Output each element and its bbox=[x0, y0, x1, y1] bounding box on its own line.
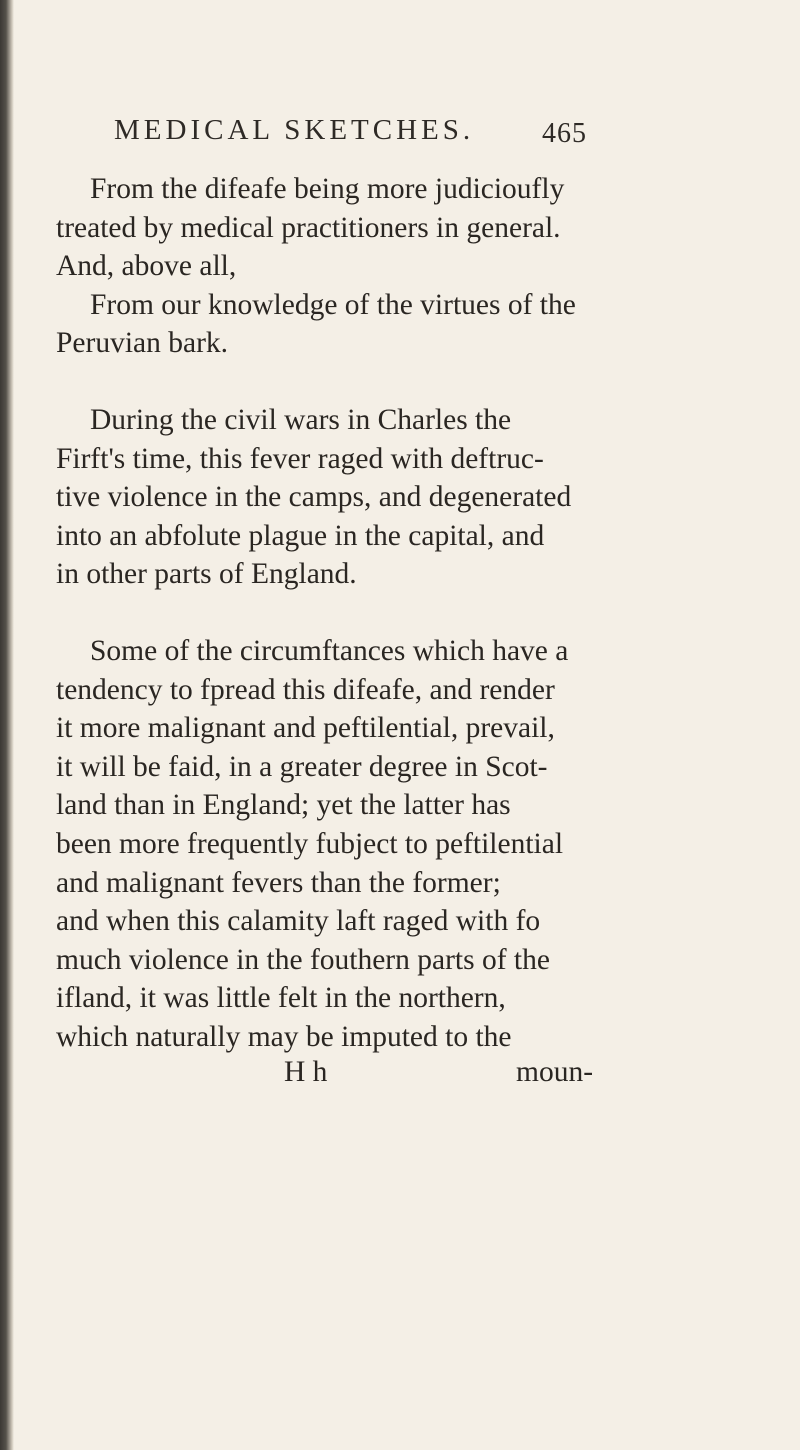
text-line: Peruvian bark. bbox=[56, 327, 229, 360]
text-line: ifland, it was little felt in the northern, bbox=[56, 982, 506, 1015]
paragraph-3 bbox=[56, 632, 756, 1057]
text-line: treated by medical practitioners in general. bbox=[56, 211, 561, 244]
running-head bbox=[56, 110, 756, 170]
page-number: 465 bbox=[542, 118, 587, 149]
text-line: and when this calamity laft raged with fo bbox=[56, 905, 541, 938]
text-line: it will be faid, in a greater degree in Scot- bbox=[56, 750, 548, 783]
text-line: Some of the circumftances which have a bbox=[90, 634, 569, 667]
text-line: From the difeafe being more judicioufly bbox=[90, 173, 565, 205]
paragraph-2 bbox=[56, 401, 756, 594]
text-line: During the civil wars in Charles the bbox=[90, 403, 512, 436]
text-line: it more malignant and peftilential, prevail, bbox=[56, 712, 555, 745]
paragraph-1 bbox=[56, 170, 756, 363]
book-page bbox=[56, 110, 756, 1096]
text-line: in other parts of England. bbox=[56, 558, 357, 591]
body-text bbox=[56, 170, 756, 1056]
text-line: Firft's time, this fever raged with deftruc- bbox=[56, 442, 544, 475]
text-line: and malignant fevers than the former; bbox=[56, 866, 501, 899]
text-line: And, above all, bbox=[56, 250, 237, 283]
page-footer bbox=[56, 1056, 756, 1096]
text-line: tendency to fpread this difeafe, and render bbox=[56, 673, 555, 706]
running-head-title: MEDICAL SKETCHES. bbox=[114, 114, 475, 146]
text-line: land than in England; yet the latter has bbox=[56, 789, 511, 822]
text-line: been more frequently fubject to peftilential bbox=[56, 827, 564, 860]
text-line: From our knowledge of the virtues of the bbox=[90, 288, 576, 321]
text-line: which naturally may be imputed to the bbox=[56, 1020, 512, 1053]
text-line: much violence in the fouthern parts of the bbox=[56, 943, 550, 976]
catchword: moun- bbox=[516, 1056, 594, 1089]
text-line: into an abfolute plague in the capital, and bbox=[56, 519, 545, 552]
text-line: tive violence in the camps, and degenerated bbox=[56, 481, 572, 514]
paragraph-gap bbox=[56, 363, 756, 401]
signature-mark: H h bbox=[284, 1056, 328, 1089]
paragraph-gap bbox=[56, 594, 756, 632]
page-binding-edge bbox=[0, 0, 14, 1450]
